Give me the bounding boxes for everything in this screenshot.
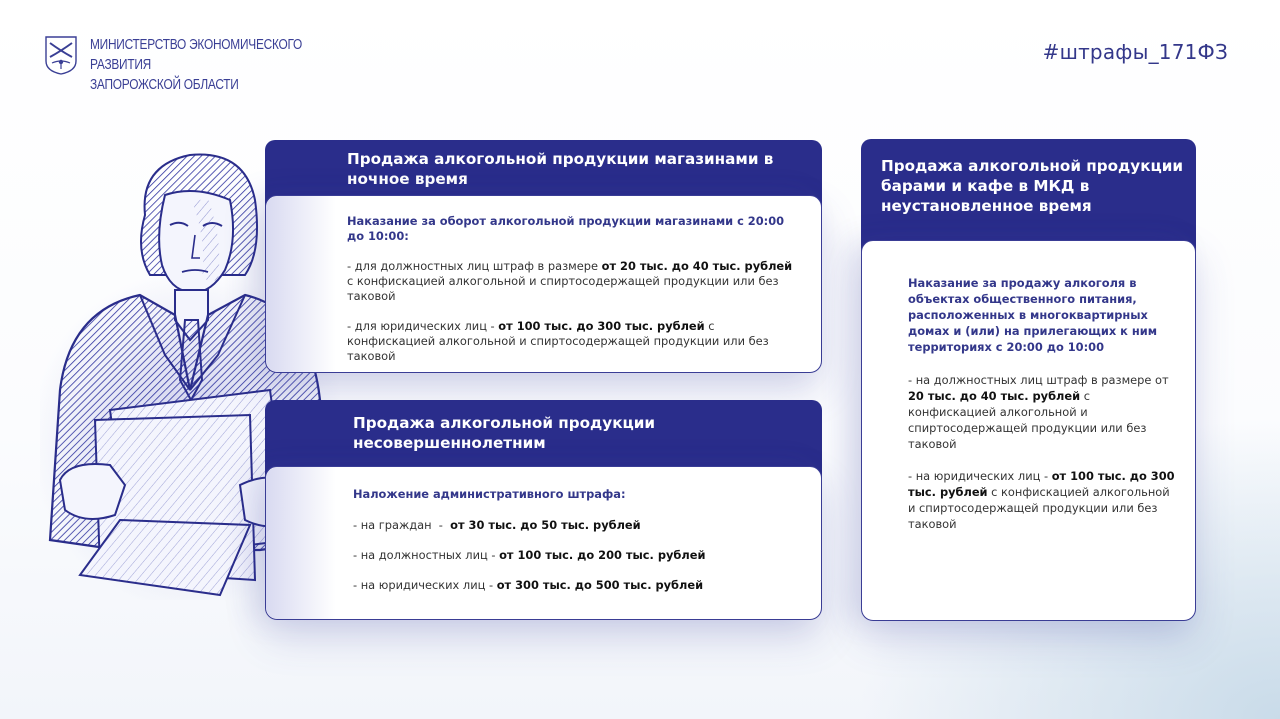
penalty-item	[347, 319, 797, 364]
card-bars-cafes	[861, 139, 1196, 621]
ministry-name	[90, 35, 361, 95]
penalty-amount: от 300 тыс. до 500 тыс. рублей	[496, 578, 704, 592]
coat-of-arms-icon	[44, 35, 78, 75]
penalty-prefix: - на должностных лиц -	[353, 548, 500, 562]
penalty-item	[908, 468, 1178, 532]
card-fade	[266, 467, 336, 619]
penalty-item	[908, 372, 1178, 452]
card-title: Продажа алкогольной продукции несовершеннолетним	[353, 414, 656, 452]
hashtag: #штрафы_171ФЗ	[1042, 40, 1228, 64]
card-title: Продажа алкогольной продукции барами и кафе в МКД в неустановленное время	[881, 157, 1184, 215]
card-content	[353, 487, 793, 608]
penalty-amount: от 100 тыс. до 200 тыс. рублей	[499, 548, 706, 562]
penalty-prefix: - на должностных лиц штраф в размере от	[908, 373, 1169, 387]
card-lead: Наказание за оборот алкогольной продукции магазинами с 20:00 до 10:00:	[347, 214, 785, 243]
card-lead: Наложение административного штрафа:	[353, 487, 626, 501]
ministry-name-line2: ЗАПОРОЖСКОЙ ОБЛАСТИ	[90, 77, 239, 93]
penalty-prefix: - на граждан -	[353, 518, 451, 532]
penalty-amount: от 20 тыс. до 40 тыс. рублей	[601, 259, 793, 273]
ministry-logo	[44, 35, 420, 95]
penalty-suffix: с конфискацией алкогольной и спиртосодержащей продукции или без таковой	[347, 319, 769, 363]
penalty-item	[353, 578, 793, 593]
card-fade	[266, 196, 336, 372]
card-body	[861, 240, 1196, 621]
penalty-amount: от 100 тыс. до 300 тыс. рублей	[908, 469, 1175, 499]
card-header	[861, 139, 1196, 254]
penalty-prefix: - на юридических лиц -	[353, 578, 497, 592]
penalty-amount: от 30 тыс. до 50 тыс. рублей	[450, 518, 641, 532]
card-content	[347, 214, 797, 379]
penalty-item	[347, 259, 797, 304]
card-night-sales	[265, 140, 822, 373]
card-body	[265, 466, 822, 620]
card-minors-sales	[265, 400, 822, 620]
penalty-item	[353, 548, 793, 563]
penalty-prefix: - на юридических лиц -	[908, 469, 1052, 483]
card-body	[265, 195, 822, 373]
ministry-name-line1: МИНИСТЕРСТВО ЭКОНОМИЧЕСКОГО РАЗВИТИЯ	[90, 37, 303, 73]
penalty-suffix: с конфискацией алкогольной и спиртосодержащей продукции или без таковой	[908, 485, 1170, 531]
card-title: Продажа алкогольной продукции магазинами в ночное время	[347, 150, 774, 188]
penalty-suffix: с конфискацией алкогольной и спиртосодержащей продукции или без таковой	[908, 389, 1147, 451]
penalty-amount: 20 тыс. до 40 тыс. рублей	[908, 389, 1081, 403]
penalty-item	[353, 518, 793, 533]
penalty-prefix: - для должностных лиц штраф в размере	[347, 259, 602, 273]
penalty-amount: от 100 тыс. до 300 тыс. рублей	[498, 319, 705, 333]
card-lead: Наказание за продажу алкоголя в объектах общественного питания, расположенных в многоквартирных домах и (или) на прилегающих к ним территориях с 20:00 до 10:00	[908, 276, 1158, 354]
penalty-prefix: - для юридических лиц -	[347, 319, 499, 333]
penalty-suffix: с конфискацией алкогольной и спиртосодержащей продукции или без таковой	[347, 274, 779, 303]
card-content	[908, 275, 1178, 548]
